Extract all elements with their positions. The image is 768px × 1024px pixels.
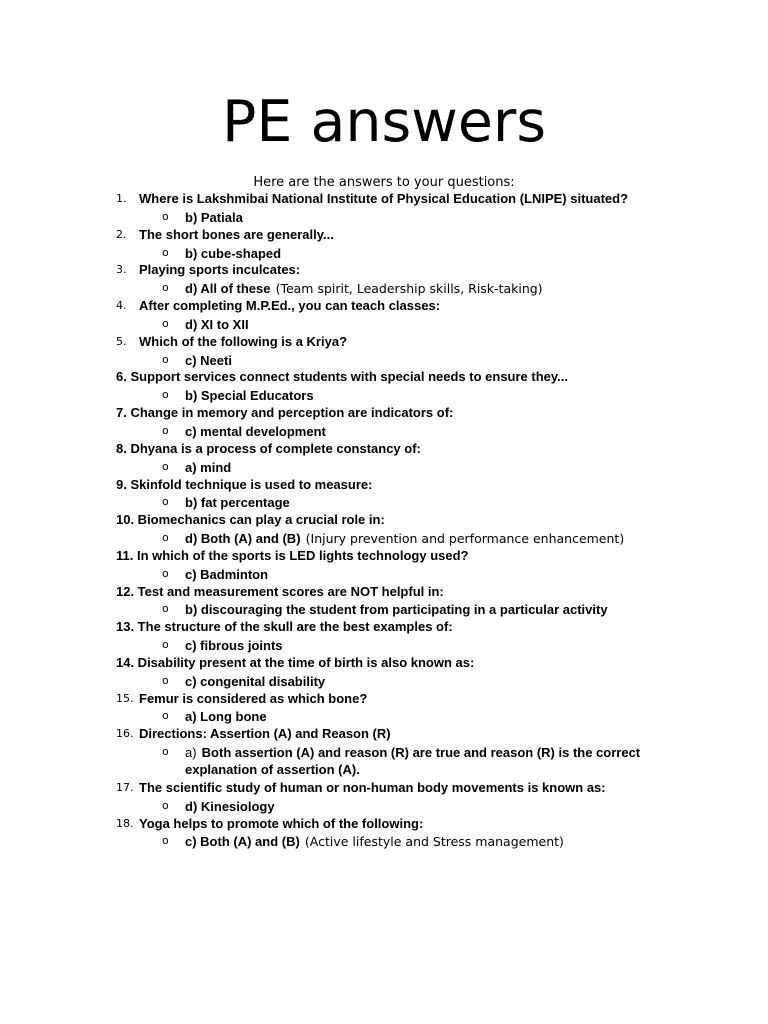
question-text: Yoga helps to promote which of the following: [139, 815, 424, 831]
question-number: 1. [116, 192, 127, 205]
answer-list [0, 190, 768, 850]
bullet-icon: o [162, 798, 169, 812]
question-text: 8. Dhyana is a process of complete constancy of: [116, 440, 421, 456]
answer-text: d) XI to XII [185, 316, 249, 332]
question-row [0, 654, 768, 672]
answer-text: c) mental development [185, 423, 326, 439]
question-row [0, 190, 768, 208]
answer-row [0, 208, 768, 226]
answer-row [0, 636, 768, 654]
question-row [0, 440, 768, 458]
question-text: Playing sports inculcates: [139, 262, 301, 278]
bullet-icon: o [162, 745, 169, 759]
question-number: 2. [116, 227, 127, 241]
answer-note: (Team spirit, Leadership skills, Risk-taking) [275, 281, 543, 297]
answer-note: (Active lifestyle and Stress management) [304, 834, 564, 850]
bullet-icon: o [162, 602, 169, 616]
question-row [0, 368, 768, 386]
bullet-icon: o [162, 245, 169, 259]
answer-row-continued [0, 761, 768, 779]
answer-text: b) cube-shaped [185, 245, 282, 261]
answer-text: a) Both assertion (A) and reason (R) are true and reason (R) is the correct [185, 745, 641, 761]
intro-text: Here are the answers to your questions: [253, 175, 515, 190]
question-number: 4. [116, 299, 127, 313]
answer-text: c) fibrous joints [185, 638, 283, 654]
answer-text: c) congenital disability [185, 673, 326, 689]
answer-text: b) Patiala [185, 209, 243, 225]
question-text: 6. Support services connect students with special needs to ensure they... [116, 369, 568, 385]
answer-text: d) Both (A) and (B) (Injury prevention and performance enhancement) [185, 531, 625, 547]
answer-text: c) Both (A) and (B) (Active lifestyle and Stress management) [185, 834, 564, 850]
question-row [0, 333, 768, 351]
question-row [0, 583, 768, 601]
answer-text: c) Neeti [185, 352, 232, 368]
answer-row [0, 386, 768, 404]
answer-text: b) fat percentage [185, 495, 290, 511]
answer-row [0, 600, 768, 618]
answer-text-continued: explanation of assertion (A). [185, 762, 360, 777]
question-number: 5. [116, 334, 127, 348]
question-text: The scientific study of human or non-human body movements is known as: [139, 779, 606, 795]
question-row [0, 547, 768, 565]
answer-note: (Injury prevention and performance enhancement) [305, 531, 625, 547]
answer-row [0, 315, 768, 333]
answer-text: a) mind [185, 459, 232, 475]
answer-text: b) discouraging the student from participating in a particular activity [185, 602, 608, 618]
question-row [0, 261, 768, 279]
page-title: PE answers [221, 89, 547, 155]
bullet-icon: o [162, 638, 169, 652]
question-number: 16. [116, 727, 134, 741]
answer-row [0, 529, 768, 547]
answer-row [0, 797, 768, 815]
bullet-icon: o [162, 834, 169, 848]
bullet-icon: o [162, 495, 169, 509]
bullet-icon: o [162, 352, 169, 366]
question-text: 7. Change in memory and perception are indicators of: [116, 405, 454, 421]
bullet-icon: o [162, 281, 169, 295]
question-text: 10. Biomechanics can play a crucial role in: [116, 512, 385, 528]
answer-row [0, 707, 768, 725]
question-row [0, 690, 768, 708]
question-text: Femur is considered as which bone? [139, 690, 368, 706]
bullet-icon: o [162, 209, 169, 223]
question-number: 3. [116, 263, 127, 277]
question-text: Where is Lakshmibai National Institute of Physical Education (LNIPE) situated? [139, 191, 629, 206]
question-row [0, 725, 768, 743]
answer-text: d) Kinesiology [185, 798, 275, 814]
answer-row [0, 244, 768, 262]
question-text: 13. The structure of the skull are the best examples of: [116, 619, 453, 635]
bullet-icon: o [162, 709, 169, 723]
answer-row [0, 279, 768, 297]
bullet-icon: o [162, 316, 169, 330]
answer-row [0, 458, 768, 476]
question-text: The short bones are generally... [139, 226, 334, 242]
answer-text: a) Long bone [185, 709, 267, 725]
answer-row [0, 672, 768, 690]
answer-row [0, 422, 768, 440]
question-text: 14. Disability present at the time of birth is also known as: [116, 654, 475, 670]
question-text: 12. Test and measurement scores are NOT helpful in: [116, 583, 444, 599]
bullet-icon: o [162, 423, 169, 437]
question-row [0, 476, 768, 494]
question-number: 17. [116, 780, 134, 794]
bullet-icon: o [162, 673, 169, 687]
bullet-icon: o [162, 388, 169, 402]
answer-row [0, 832, 768, 850]
question-row [0, 779, 768, 797]
bullet-icon: o [162, 459, 169, 473]
answer-text: b) Special Educators [185, 388, 314, 404]
question-row [0, 226, 768, 244]
question-text: 9. Skinfold technique is used to measure: [116, 476, 373, 492]
question-text: After completing M.P.Ed., you can teach classes: [139, 298, 441, 314]
question-text: Directions: Assertion (A) and Reason (R) [139, 726, 391, 742]
question-row [0, 297, 768, 315]
answer-row [0, 743, 768, 761]
answer-text: c) Badminton [185, 566, 269, 582]
bullet-icon: o [162, 566, 169, 580]
question-number: 18. [116, 816, 134, 830]
answer-row [0, 493, 768, 511]
question-number: 15. [116, 691, 134, 705]
question-row [0, 404, 768, 422]
answer-label: a) [185, 745, 197, 761]
bullet-icon: o [162, 531, 169, 545]
answer-text: d) All of these (Team spirit, Leadership skills, Risk-taking) [185, 281, 543, 297]
question-row [0, 815, 768, 833]
answer-row [0, 565, 768, 583]
question-row [0, 511, 768, 529]
question-text: 11. In which of the sports is LED lights technology used? [116, 547, 469, 563]
question-text: Which of the following is a Kriya? [139, 333, 348, 349]
question-row [0, 618, 768, 636]
answer-row [0, 351, 768, 369]
